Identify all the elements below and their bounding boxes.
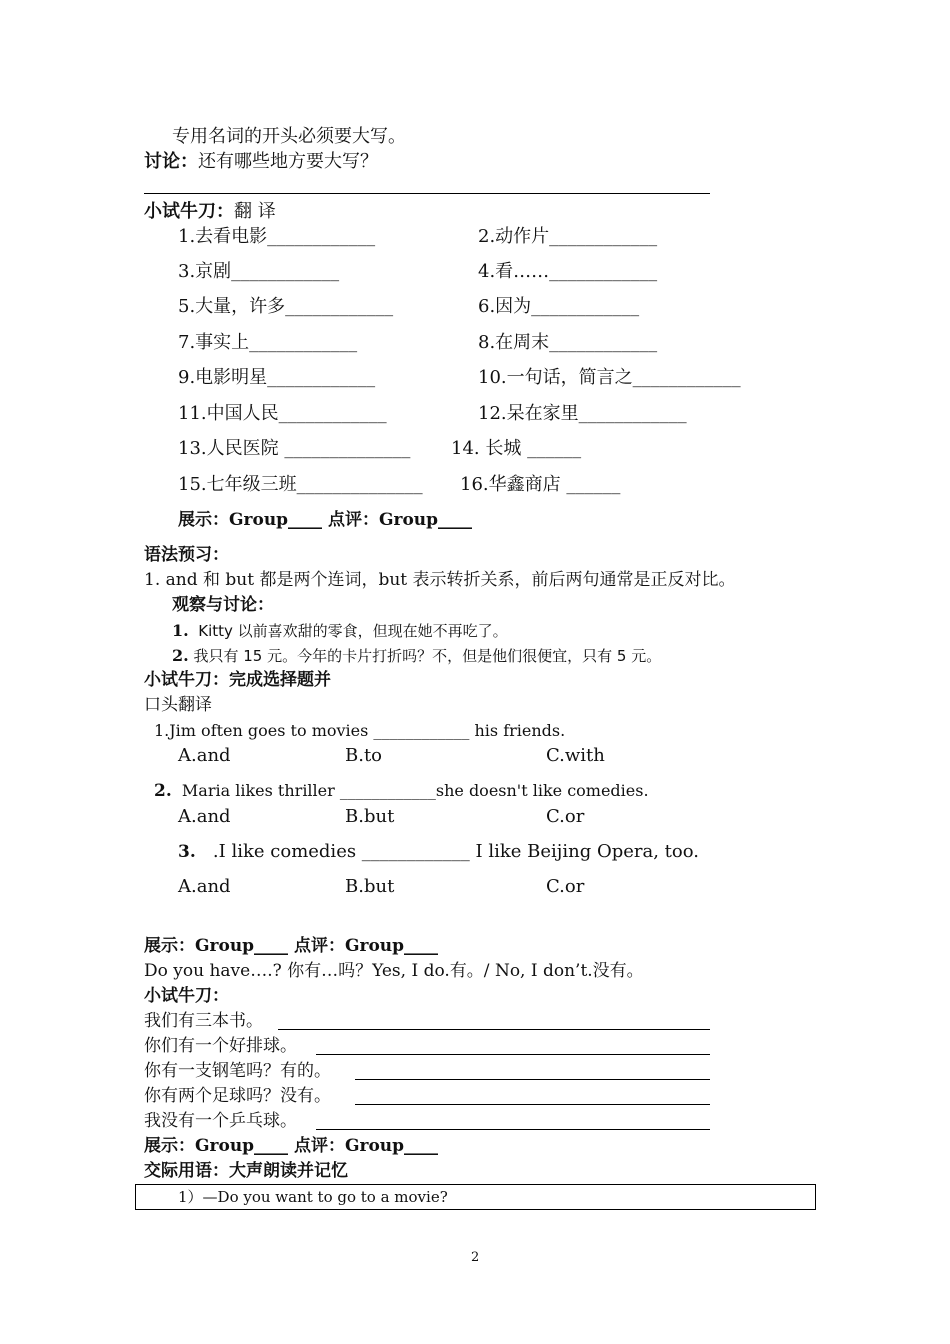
dialogue-line: 1）—Do you want to go to a movie? <box>178 1188 448 1206</box>
have-heading: 小试牛刀： <box>144 986 229 1006</box>
example-text: 我只有 15 元。今年的卡片打折吗？不，但是他们很便宜，只有 5 元。 <box>193 647 662 665</box>
capitalization-note: 专用名词的开头必须要大写。 <box>172 126 406 147</box>
question-stem: Maria likes thriller ____________she doesn't like comedies. <box>181 781 649 800</box>
translate-item: 6.因为____________ <box>478 296 640 317</box>
example-text: Kitty 以前喜欢甜的零食，但现在她不再吃了。 <box>198 622 508 640</box>
translate-item: 1.去看电影____________ <box>178 226 376 247</box>
option-a: A.and <box>178 876 231 897</box>
example-sentence <box>172 623 508 639</box>
option-c: C.with <box>546 745 605 766</box>
translate-item: 10.一句话，简言之____________ <box>478 367 741 388</box>
dialogue-box <box>135 1184 816 1210</box>
translate-item: 8.在周末____________ <box>478 332 658 353</box>
translate-item: 5.大量，许多____________ <box>178 296 394 317</box>
question-3 <box>178 843 699 861</box>
have-item: 你们有一个好排球。 <box>144 1036 297 1056</box>
answer-line <box>316 1129 710 1130</box>
translate-item: 12.呆在家里____________ <box>478 403 687 424</box>
translate-heading-rest: 翻 译 <box>234 201 276 222</box>
question-2 <box>154 783 649 800</box>
translate-item: 16.华鑫商店 ______ <box>460 474 621 495</box>
discussion-prompt <box>144 153 378 171</box>
option-a: A.and <box>178 806 231 827</box>
question-stem: .I like comedies ____________ I like Beijing Opera, too. <box>212 841 699 862</box>
observe-heading: 观察与讨论： <box>172 595 274 615</box>
option-a: A.and <box>178 745 231 766</box>
grammar-heading: 语法预习： <box>144 545 229 565</box>
have-item: 你有一支钢笔吗？有的。 <box>144 1061 331 1081</box>
translate-item: 3.京剧____________ <box>178 261 340 282</box>
group-show-line: 展示：Group____ 点评：Group____ <box>144 936 439 956</box>
answer-line <box>355 1104 710 1105</box>
discussion-text: 还有哪些地方要大写？ <box>198 151 378 172</box>
translate-item: 9.电影明星____________ <box>178 367 376 388</box>
option-c: C.or <box>546 876 585 897</box>
translate-item: 7.事实上____________ <box>178 332 358 353</box>
option-b: B.to <box>345 745 383 766</box>
group-show-line: 展示：Group____ 点评：Group____ <box>144 1136 439 1156</box>
answer-line <box>144 193 710 194</box>
translate-heading <box>144 203 276 221</box>
answer-line <box>316 1054 710 1055</box>
have-item: 我们有三本书。 <box>144 1011 263 1031</box>
choice-heading-continued: 口头翻译 <box>144 695 212 715</box>
have-item: 我没有一个乒乓球。 <box>144 1111 297 1131</box>
translate-item: 4.看……____________ <box>478 261 658 282</box>
translate-item: 14. 长城 ______ <box>451 438 582 459</box>
discussion-label: 讨论： <box>144 151 198 172</box>
question-number: 3. <box>178 842 196 862</box>
question-number: 1. <box>154 721 170 740</box>
translate-heading-bold: 小试牛刀： <box>144 201 234 222</box>
question-number: 2. <box>154 781 172 801</box>
option-c: C.or <box>546 806 585 827</box>
group-show-line: 展示：Group____ 点评：Group____ <box>178 510 473 530</box>
page-number: 2 <box>471 1250 480 1265</box>
choice-heading: 小试牛刀：完成选择题并 <box>144 670 331 690</box>
question-stem: Jim often goes to movies ____________ his friends. <box>169 721 566 740</box>
translate-item: 2.动作片____________ <box>478 226 658 247</box>
example-sentence <box>172 648 661 664</box>
translate-item: 13.人民医院 ______________ <box>178 438 411 459</box>
question-1 <box>154 723 565 739</box>
grammar-point: 1. and 和 but 都是两个连词，but 表示转折关系，前后两句通常是正反对比。 <box>144 570 736 590</box>
option-b: B.but <box>345 876 395 897</box>
option-b: B.but <box>345 806 395 827</box>
translate-item: 15.七年级三班______________ <box>178 474 423 495</box>
communication-heading: 交际用语：大声朗读并记忆 <box>144 1161 348 1181</box>
answer-line <box>278 1029 710 1030</box>
translate-item: 11.中国人民____________ <box>178 403 387 424</box>
have-item: 你有两个足球吗？没有。 <box>144 1086 331 1106</box>
have-pattern: Do you have….? 你有…吗？Yes, I do.有。/ No, I don’t.没有。 <box>144 961 644 981</box>
example-number: 2. <box>172 646 189 665</box>
example-number: 1. <box>172 621 189 640</box>
answer-line <box>355 1079 710 1080</box>
